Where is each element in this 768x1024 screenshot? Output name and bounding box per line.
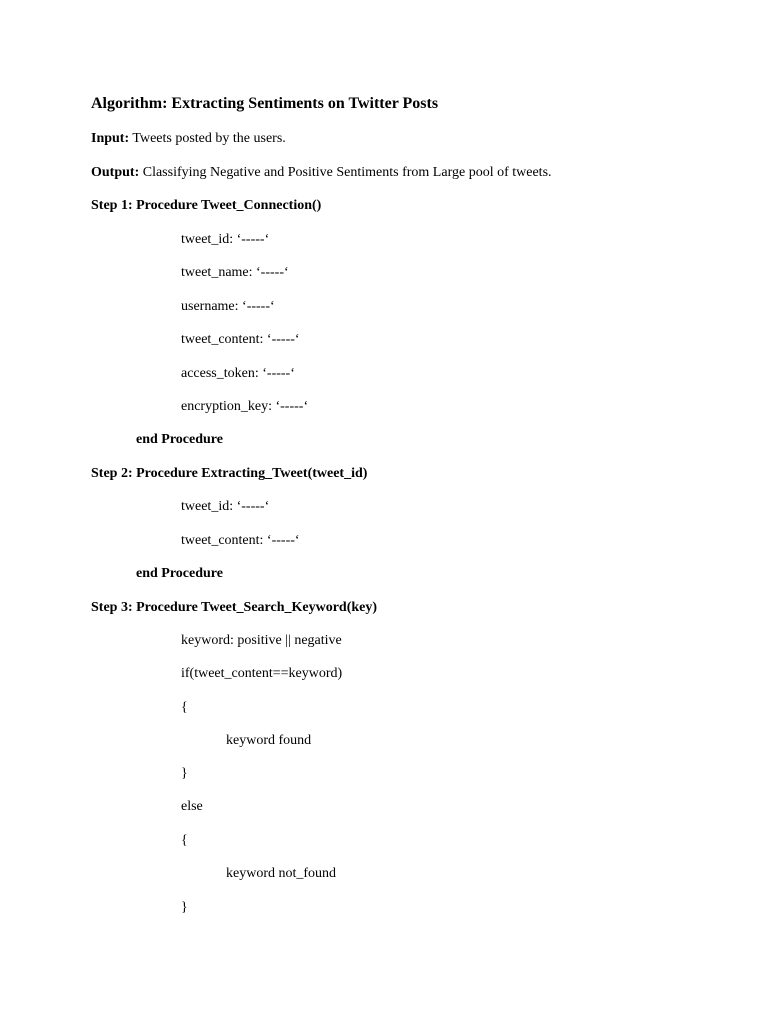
output-text: Classifying Negative and Positive Sentiments from Large pool of tweets. [139,165,552,180]
step2-line: tweet_id: ‘-----‘ [181,499,270,514]
step2-heading: Step 2: Procedure Extracting_Tweet(tweet_id) [91,466,368,481]
step3-heading: Step 3: Procedure Tweet_Search_Keyword(key) [91,600,378,615]
input-label: Input: [91,131,130,146]
step1-line: tweet_name: ‘-----‘ [181,265,289,280]
step3-line: keyword not_found [226,866,337,881]
step1-heading: Step 1: Procedure Tweet_Connection() [91,198,322,213]
step3-line: { [181,700,188,715]
step3-line: keyword found [226,733,312,748]
output-label: Output: [91,165,140,180]
step1-line: username: ‘-----‘ [181,299,275,314]
step3-line: } [181,900,188,915]
step1-line: encryption_key: ‘-----‘ [181,399,309,414]
algorithm-title: Algorithm: Extracting Sentiments on Twitter Posts [91,95,439,112]
step3-line: { [181,833,188,848]
step1-end: end Procedure [136,432,223,447]
output-line [91,165,552,181]
step3-line: keyword: positive || negative [181,633,342,648]
step3-line: } [181,766,188,781]
input-line [91,131,286,147]
input-text: Tweets posted by the users. [129,131,286,146]
step3-line: if(tweet_content==keyword) [181,666,343,681]
step2-line: tweet_content: ‘-----‘ [181,533,300,548]
step1-line: tweet_content: ‘-----‘ [181,332,300,347]
step1-line: access_token: ‘-----‘ [181,366,295,381]
step2-end: end Procedure [136,566,223,581]
step3-line: else [181,799,203,814]
step1-line: tweet_id: ‘-----‘ [181,232,270,247]
